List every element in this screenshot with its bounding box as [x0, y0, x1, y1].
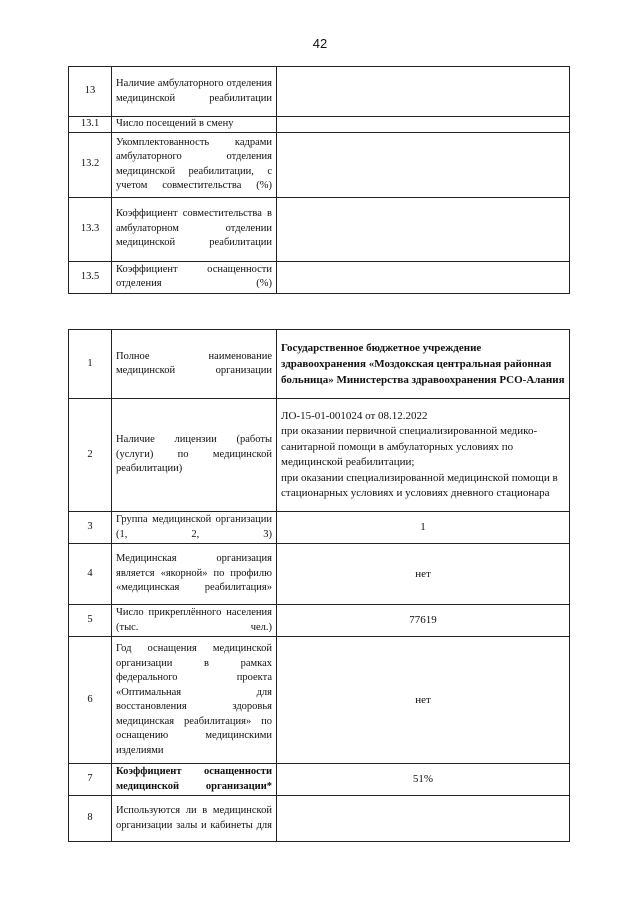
row-number: 5: [69, 605, 112, 637]
table-organization-info: [68, 329, 570, 842]
row-number: 8: [69, 796, 112, 842]
row-label: Группа медицинской организации (1, 2, 3): [112, 512, 277, 544]
row-number: 13.3: [69, 197, 112, 261]
table-row: [69, 197, 570, 261]
row-value: [277, 796, 570, 842]
page-number: 42: [312, 36, 328, 51]
organization-name: Государственное бюджетное учреждение здравоохранения «Моздокская центральная районная больница» Министерства здравоохранения РСО-Алания: [277, 330, 570, 399]
table-row: [69, 67, 570, 117]
row-value: нет: [277, 637, 570, 764]
license-line: при оказании первичной специализированной медико- санитарной помощи в амбулаторных условиях по медицинской реабилитации;: [281, 425, 538, 468]
row-value: нет: [277, 544, 570, 605]
row-label: Коэффициент оснащенности отделения (%): [112, 261, 277, 293]
row-number: 6: [69, 637, 112, 764]
license-number: ЛО-15-01-001024 от 08.12.2022: [281, 409, 428, 422]
row-label: Год оснащения медицинской организации в рамках федерального проекта «Оптимальная для восстановления здоровья медицинская реабилитация» по оснащению медицинскими изделиями: [112, 637, 277, 764]
row-value: 51%: [277, 764, 570, 796]
row-label: Укомплектованность кадрами амбулаторного отделения медицинской реабилитации, с учетом совместительства (%): [112, 132, 277, 197]
row-number: 3: [69, 512, 112, 544]
license-line: при оказании специализированной медицинской помощи в стационарных условиях и условиях дневного стационара: [281, 471, 558, 499]
row-number: 13: [69, 67, 112, 117]
row-value: 1: [277, 512, 570, 544]
row-label: Число посещений в смену: [112, 117, 277, 133]
license-details: [277, 399, 570, 512]
table-row: [69, 512, 570, 544]
row-label: Медицинская организация является «якорной» по профилю «медицинская реабилитация»: [112, 544, 277, 605]
row-label: Используются ли в медицинской организации залы и кабинеты для: [112, 796, 277, 842]
row-label: Коэффициент оснащенности медицинской организации*: [112, 764, 277, 796]
row-label: Наличие лицензии (работы (услуги) по медицинской реабилитации): [112, 399, 277, 512]
table-row: [69, 764, 570, 796]
row-number: 13.5: [69, 261, 112, 293]
row-number: 4: [69, 544, 112, 605]
table-row: [69, 544, 570, 605]
row-label: Наличие амбулаторного отделения медицинской реабилитации: [112, 67, 277, 117]
table-row: [69, 261, 570, 293]
row-value: [277, 197, 570, 261]
row-number: 7: [69, 764, 112, 796]
table-row: [69, 399, 570, 512]
row-value: [277, 117, 570, 133]
row-value: [277, 261, 570, 293]
table-row: [69, 117, 570, 133]
table-row: [69, 132, 570, 197]
row-label: Число прикреплённого населения (тыс. чел.): [112, 605, 277, 637]
row-number: 13.1: [69, 117, 112, 133]
row-number: 1: [69, 330, 112, 399]
row-value: 77619: [277, 605, 570, 637]
table-row: [69, 637, 570, 764]
table-ambulatory-department: [68, 66, 570, 294]
row-number: 2: [69, 399, 112, 512]
table-row: [69, 605, 570, 637]
row-label: Полное наименование медицинской организации: [112, 330, 277, 399]
table-row: [69, 330, 570, 399]
row-label: Коэффициент совместительства в амбулаторном отделении медицинской реабилитации: [112, 197, 277, 261]
table-row: [69, 796, 570, 842]
row-number: 13.2: [69, 132, 112, 197]
row-value: [277, 132, 570, 197]
row-value: [277, 67, 570, 117]
